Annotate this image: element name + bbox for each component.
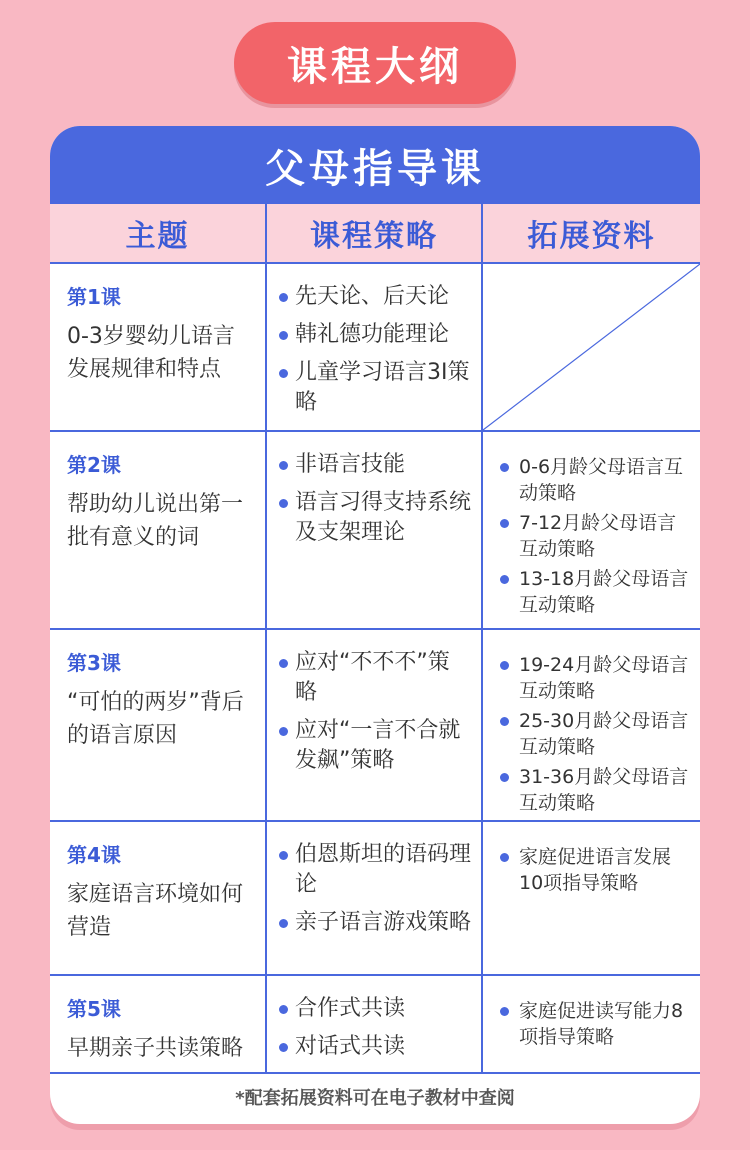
extension-item: 7-12月龄父母语言互动策略 bbox=[497, 510, 692, 562]
strategy-cell bbox=[266, 629, 482, 821]
strategy-cell bbox=[266, 821, 482, 975]
page-title: 课程大纲 bbox=[234, 22, 516, 104]
topic-text: 家庭语言环境如何营造 bbox=[67, 882, 244, 940]
table-row bbox=[50, 975, 700, 1073]
card-title: 父母指导课 bbox=[50, 126, 700, 204]
strategy-item: 对话式共读 bbox=[277, 1032, 471, 1062]
empty-cell-diagonal bbox=[483, 264, 700, 430]
topic-cell bbox=[50, 821, 266, 975]
topic-text: 帮助幼儿说出第一批有意义的词 bbox=[67, 492, 244, 550]
table-row bbox=[50, 263, 700, 431]
extension-item: 31-36月龄父母语言互动策略 bbox=[497, 764, 692, 816]
extension-cell bbox=[482, 629, 700, 821]
lesson-label: 第5课 bbox=[67, 997, 121, 1021]
strategy-item: 韩礼德功能理论 bbox=[277, 320, 471, 350]
lesson-label: 第1课 bbox=[67, 285, 121, 309]
extension-item: 25-30月龄父母语言互动策略 bbox=[497, 708, 692, 760]
header-strategy: 课程策略 bbox=[266, 204, 482, 263]
syllabus-table bbox=[50, 204, 700, 1074]
topic-cell bbox=[50, 263, 266, 431]
strategy-item: 亲子语言游戏策略 bbox=[277, 908, 471, 938]
topic-text: 早期亲子共读策略 bbox=[67, 1036, 244, 1061]
topic-text: 0-3岁婴幼儿语言发展规律和特点 bbox=[67, 324, 235, 382]
strategy-item: 伯恩斯坦的语码理论 bbox=[277, 840, 471, 900]
strategy-cell bbox=[266, 975, 482, 1073]
lesson-label: 第3课 bbox=[67, 651, 121, 675]
topic-cell bbox=[50, 431, 266, 629]
extension-cell bbox=[482, 975, 700, 1073]
table-row bbox=[50, 821, 700, 975]
strategy-cell bbox=[266, 431, 482, 629]
extension-item: 19-24月龄父母语言互动策略 bbox=[497, 652, 692, 704]
strategy-item: 应对“一言不合就发飙”策略 bbox=[277, 716, 471, 776]
topic-cell bbox=[50, 629, 266, 821]
table-row bbox=[50, 431, 700, 629]
table-row bbox=[50, 629, 700, 821]
strategy-cell bbox=[266, 263, 482, 431]
lesson-label: 第4课 bbox=[67, 843, 121, 867]
extension-cell bbox=[482, 821, 700, 975]
syllabus-card bbox=[50, 126, 700, 1124]
strategy-item: 合作式共读 bbox=[277, 994, 471, 1024]
topic-cell bbox=[50, 975, 266, 1073]
extension-item: 0-6月龄父母语言互动策略 bbox=[497, 454, 692, 506]
extension-item: 家庭促进读写能力8项指导策略 bbox=[497, 998, 692, 1050]
extension-item: 家庭促进语言发展10项指导策略 bbox=[497, 844, 692, 896]
extension-cell bbox=[482, 263, 700, 431]
strategy-item: 语言习得支持系统及支架理论 bbox=[277, 488, 471, 548]
lesson-label: 第2课 bbox=[67, 453, 121, 477]
strategy-item: 先天论、后天论 bbox=[277, 282, 471, 312]
extension-item: 13-18月龄父母语言互动策略 bbox=[497, 566, 692, 618]
strategy-item: 非语言技能 bbox=[277, 450, 471, 480]
header-extension: 拓展资料 bbox=[482, 204, 700, 263]
topic-text: “可怕的两岁”背后的语言原因 bbox=[67, 690, 244, 748]
footer-note: *配套拓展资料可在电子教材中查阅 bbox=[235, 1088, 515, 1109]
strategy-item: 应对“不不不”策略 bbox=[277, 648, 471, 708]
table-header-row bbox=[50, 204, 700, 263]
header-topic: 主题 bbox=[50, 204, 266, 263]
strategy-item: 儿童学习语言3I策略 bbox=[277, 358, 471, 418]
extension-cell bbox=[482, 431, 700, 629]
